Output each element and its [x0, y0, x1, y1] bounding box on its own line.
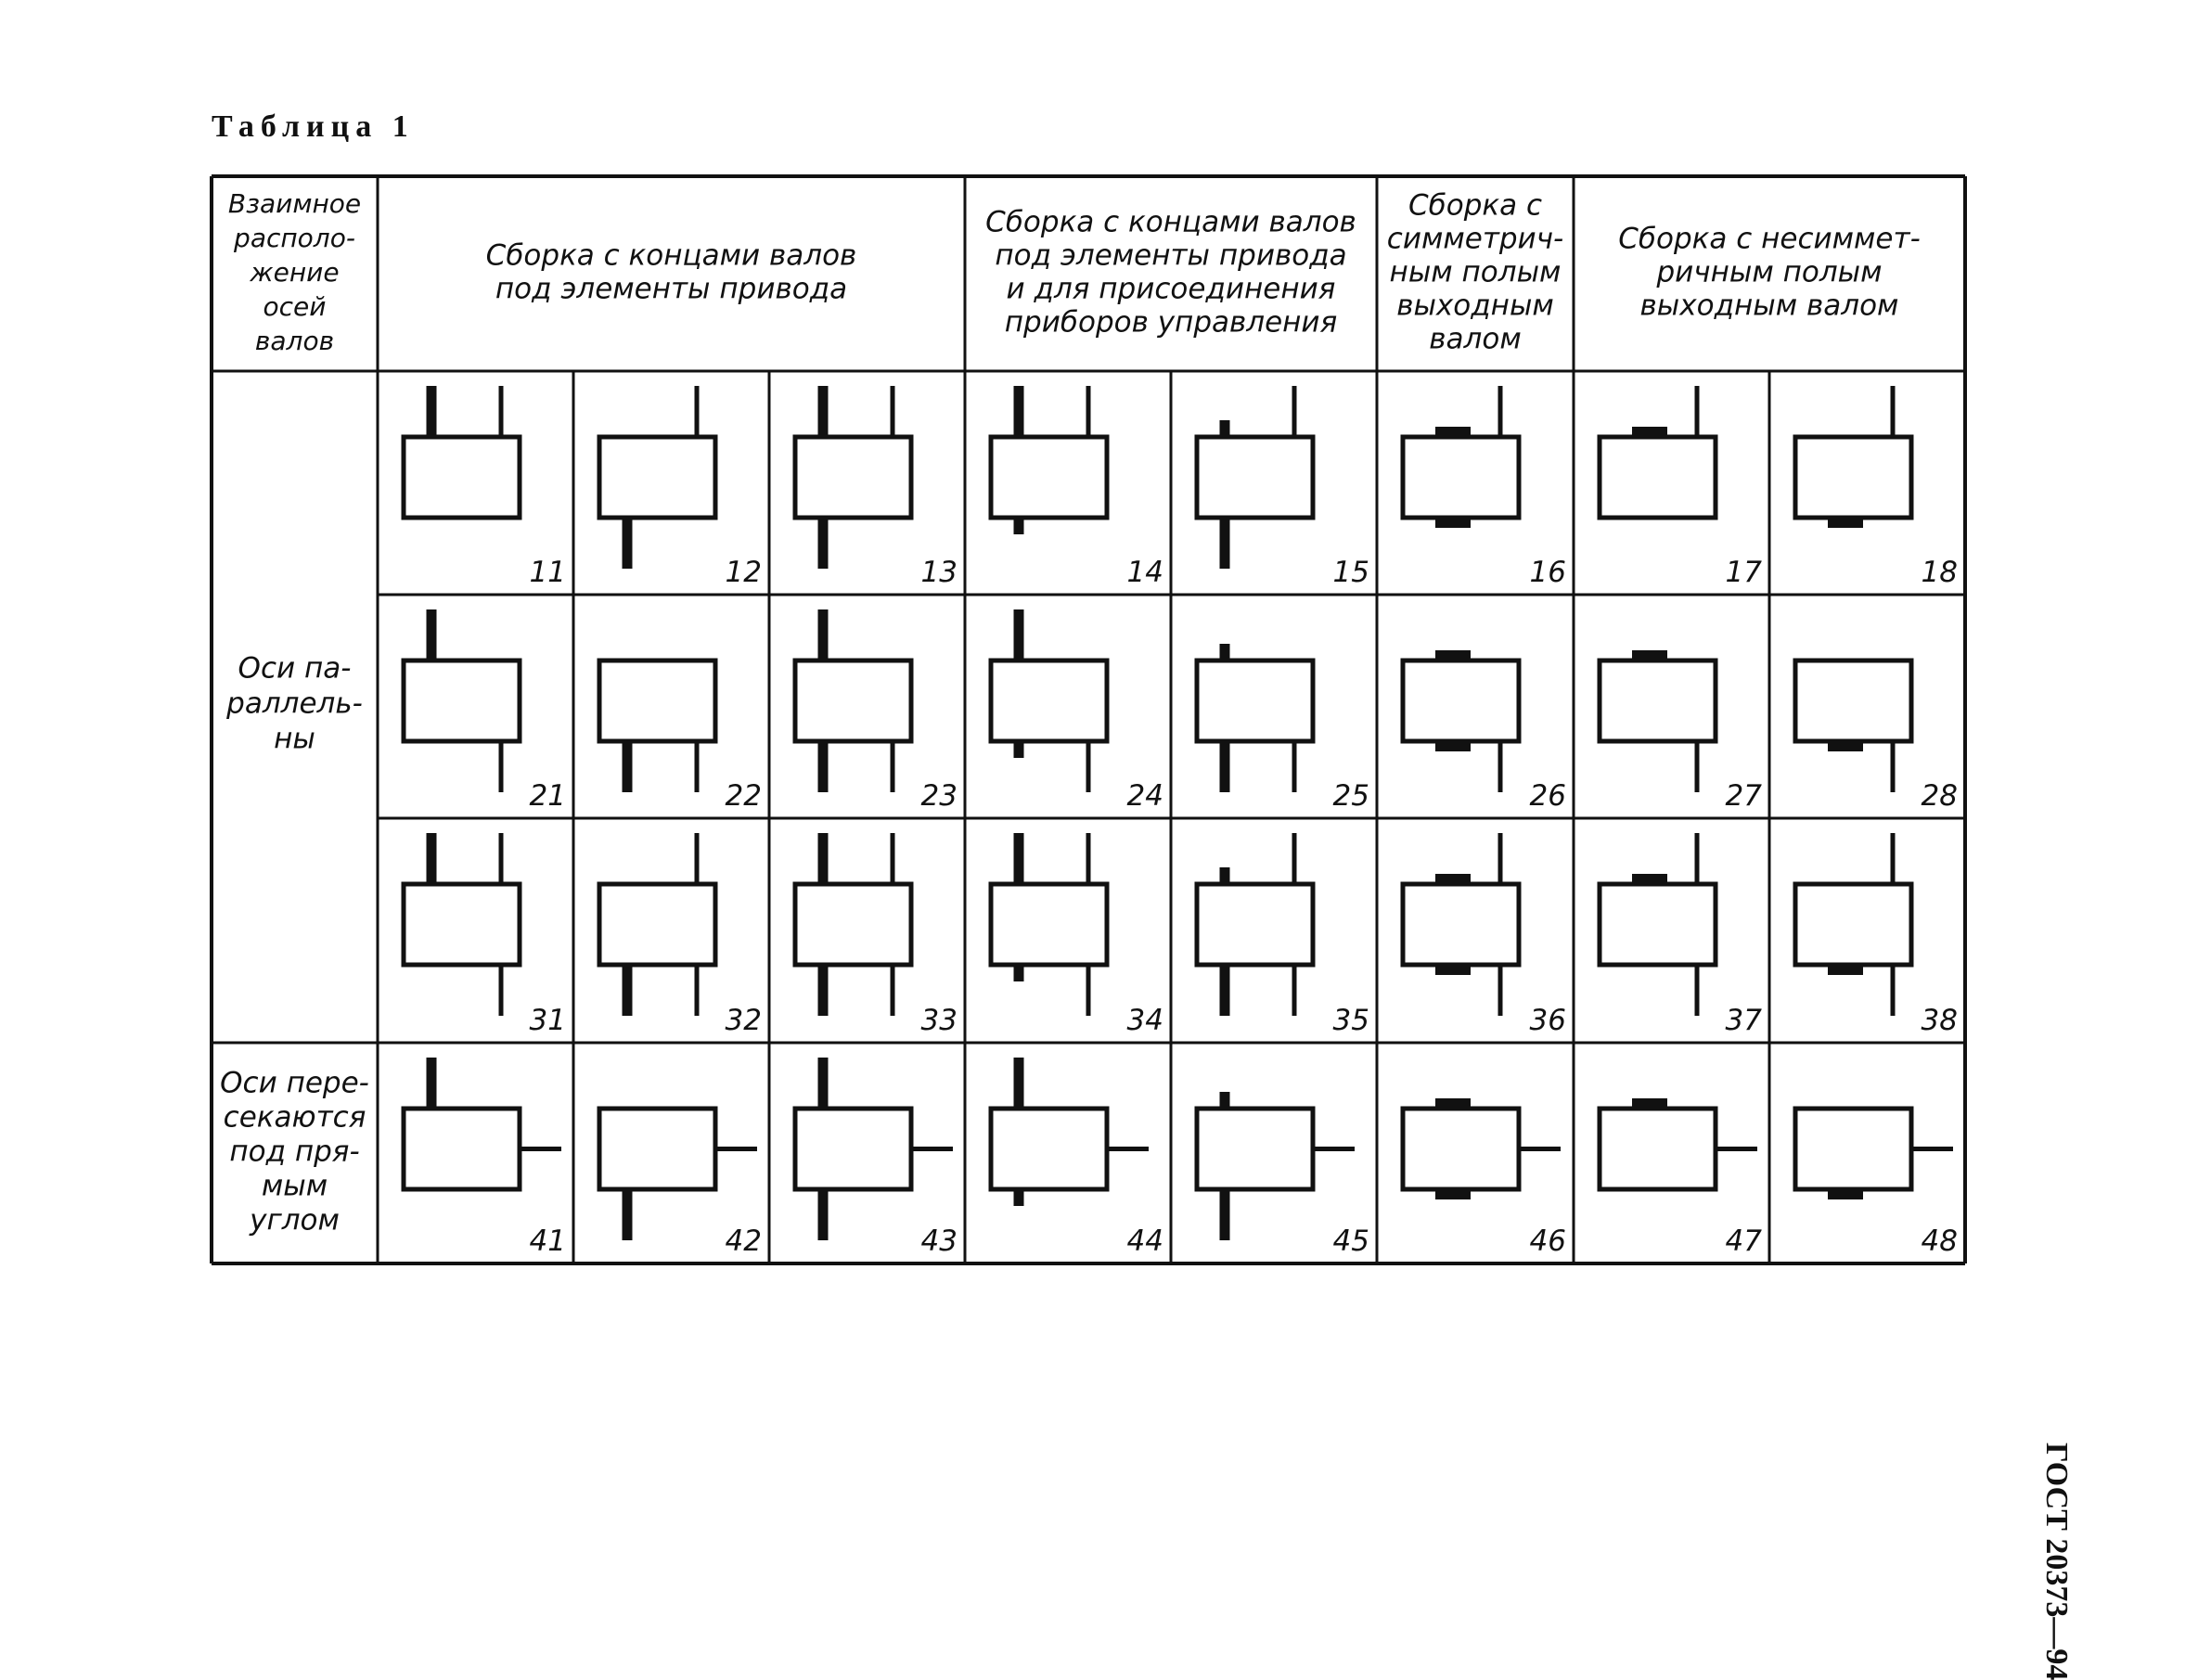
housing-box [1403, 437, 1519, 518]
cell-number: 18 [1921, 556, 1958, 589]
housing-box [599, 437, 715, 518]
cell-diagram [991, 1058, 1149, 1206]
cell-number: 44 [1126, 1225, 1163, 1258]
cell-diagram [991, 833, 1107, 1016]
corner-header-line: располо- [234, 223, 355, 253]
row-label-parallel: Оси па- [238, 651, 352, 686]
cell-diagram [991, 609, 1107, 792]
hollow-shaft-bottom [1435, 741, 1471, 751]
hollow-shaft-bottom [1828, 965, 1863, 975]
group-header-line: приборов управления [1004, 305, 1338, 340]
group-header-line: Сборка с концами валов [985, 205, 1356, 239]
cell-diagram [1197, 833, 1313, 1016]
corner-header-line: Взаимное [227, 188, 362, 219]
document-code: ГОСТ 20373—94 [2039, 1443, 2074, 1680]
housing-box [599, 1109, 715, 1189]
cell-diagram [1403, 650, 1519, 792]
cell-number: 32 [725, 1004, 762, 1037]
corner-header-line: валов [254, 326, 335, 356]
group-header-line: выходным валом [1639, 289, 1899, 323]
group-header-line: Сборка с [1407, 188, 1543, 223]
cell-number: 35 [1332, 1004, 1369, 1037]
housing-box [1600, 660, 1716, 741]
cell-number: 48 [1921, 1225, 1958, 1258]
cell-number: 23 [920, 779, 958, 813]
row-label-perpendicular: углом [250, 1203, 340, 1238]
housing-box [1403, 884, 1519, 965]
cell-diagram [1600, 833, 1716, 1016]
row-label-perpendicular: мым [261, 1169, 328, 1203]
cell-number: 11 [529, 556, 566, 589]
housing-box [795, 437, 911, 518]
cell-diagram [404, 609, 520, 792]
hollow-shaft-bottom [1828, 1189, 1863, 1199]
cell-number: 42 [725, 1225, 762, 1258]
cell-number: 16 [1529, 556, 1566, 589]
group-header-line: выходным [1396, 289, 1554, 323]
housing-box [1600, 1109, 1716, 1189]
cell-diagram [599, 660, 715, 792]
housing-box [1600, 884, 1716, 965]
cell-diagram [991, 386, 1107, 534]
housing-box [991, 437, 1107, 518]
cell-diagram [1600, 386, 1716, 518]
hollow-shaft-bottom [1828, 518, 1863, 528]
cell-number: 13 [920, 556, 958, 589]
cell-number: 24 [1126, 779, 1163, 813]
cell-diagram [795, 386, 911, 569]
hollow-shaft-bottom [1435, 965, 1471, 975]
group-header-line: валом [1429, 322, 1522, 356]
group-header-line: и для присоединения [1006, 272, 1336, 306]
housing-box [404, 437, 520, 518]
hollow-shaft-bottom [1435, 518, 1471, 528]
cell-number: 31 [529, 1004, 566, 1037]
cell-diagram [1600, 650, 1716, 792]
cell-diagram [599, 1109, 757, 1240]
cell-diagram [1795, 1109, 1953, 1199]
corner-header-line: жение [250, 257, 340, 288]
housing-box [1197, 660, 1313, 741]
hollow-shaft-top [1435, 427, 1471, 437]
hollow-shaft-top [1632, 427, 1667, 437]
housing-box [404, 884, 520, 965]
housing-box [795, 660, 911, 741]
hollow-shaft-bottom [1828, 741, 1863, 751]
cell-diagram [1197, 386, 1313, 569]
cell-number: 17 [1725, 556, 1762, 589]
hollow-shaft-top [1632, 650, 1667, 660]
cell-number: 21 [529, 779, 566, 813]
cell-number: 25 [1332, 779, 1369, 813]
hollow-shaft-bottom [1435, 1189, 1471, 1199]
group-header-line: под элементы привода [495, 272, 848, 306]
cell-number: 37 [1725, 1004, 1762, 1037]
cell-number: 43 [920, 1225, 958, 1258]
housing-box [1197, 437, 1313, 518]
cell-number: 26 [1529, 779, 1566, 813]
housing-box [1600, 437, 1716, 518]
cell-number: 27 [1725, 779, 1762, 813]
housing-box [1795, 1109, 1911, 1189]
cell-number: 12 [725, 556, 762, 589]
hollow-shaft-top [1632, 1098, 1667, 1109]
row-label-parallel: раллель- [226, 686, 363, 721]
row-label-perpendicular: Оси пере- [220, 1066, 369, 1100]
cell-diagram [404, 386, 520, 518]
housing-box [599, 884, 715, 965]
cell-diagram [795, 1058, 953, 1240]
cell-diagram [1795, 833, 1911, 1016]
cell-number: 38 [1921, 1004, 1958, 1037]
cell-number: 34 [1126, 1004, 1163, 1037]
housing-box [1795, 884, 1911, 965]
cell-diagram [1403, 1098, 1561, 1199]
housing-box [991, 1109, 1107, 1189]
cell-diagram [599, 386, 715, 569]
cell-diagram [404, 1058, 561, 1189]
group-header-line: симметрич- [1386, 222, 1564, 256]
row-label-perpendicular: секаются [223, 1100, 366, 1135]
cell-diagram [1600, 1098, 1757, 1189]
housing-box [991, 884, 1107, 965]
housing-box [404, 660, 520, 741]
hollow-shaft-top [1632, 874, 1667, 884]
cell-number: 41 [529, 1225, 566, 1258]
housing-box [795, 1109, 911, 1189]
housing-box [1403, 1109, 1519, 1189]
group-header-line: Сборка с несиммет- [1618, 222, 1921, 256]
cell-diagram [1795, 660, 1911, 792]
cell-number: 33 [920, 1004, 958, 1037]
cell-number: 28 [1921, 779, 1958, 813]
group-header-line: ным полым [1389, 255, 1562, 289]
housing-box [991, 660, 1107, 741]
hollow-shaft-top [1435, 650, 1471, 660]
row-label-parallel: ны [274, 722, 315, 756]
cell-number: 46 [1529, 1225, 1566, 1258]
cell-diagram [1795, 386, 1911, 528]
cell-diagram [795, 833, 911, 1016]
cell-diagram [404, 833, 520, 1016]
housing-box [404, 1109, 520, 1189]
group-header-line: ричным полым [1656, 255, 1883, 289]
row-label-perpendicular: под пря- [229, 1135, 360, 1169]
housing-box [1795, 437, 1911, 518]
cell-diagram [1197, 644, 1313, 792]
cell-diagram [1403, 833, 1519, 1016]
corner-header-line: осей [263, 291, 327, 322]
group-header-line: под элементы привода [995, 238, 1347, 273]
cell-diagram [1197, 1092, 1355, 1240]
housing-box [795, 884, 911, 965]
housing-box [1197, 884, 1313, 965]
table-caption: Таблица 1 [212, 109, 415, 144]
housing-box [1197, 1109, 1313, 1189]
cell-number: 36 [1529, 1004, 1566, 1037]
cell-diagram [1403, 386, 1519, 528]
cell-number: 15 [1332, 556, 1369, 589]
cell-number: 14 [1126, 556, 1163, 589]
cell-number: 45 [1332, 1225, 1369, 1258]
housing-box [599, 660, 715, 741]
cell-diagram [599, 833, 715, 1016]
hollow-shaft-top [1435, 874, 1471, 884]
cell-number: 47 [1725, 1225, 1762, 1258]
cell-diagram [795, 609, 911, 792]
hollow-shaft-top [1435, 1098, 1471, 1109]
housing-box [1795, 660, 1911, 741]
cell-number: 22 [725, 779, 762, 813]
group-header-line: Сборка с концами валов [485, 238, 857, 273]
housing-box [1403, 660, 1519, 741]
